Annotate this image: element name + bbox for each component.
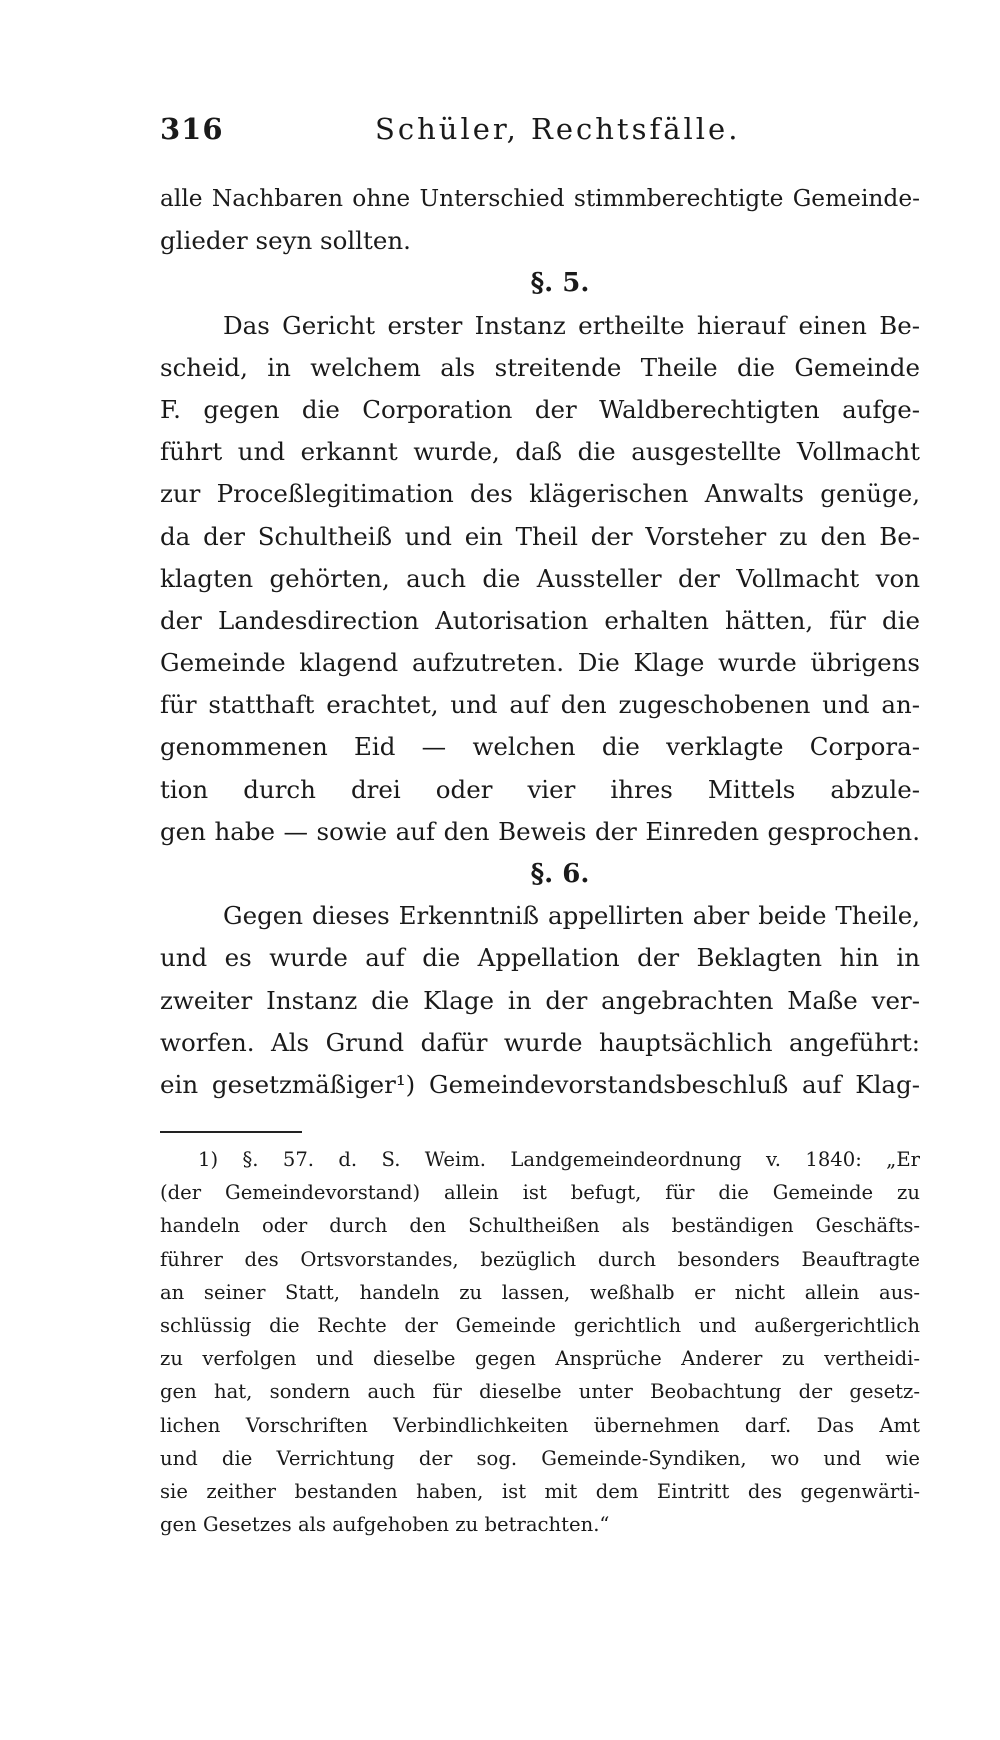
- section-heading: §. 5.: [530, 268, 590, 299]
- footnote-divider: [160, 1131, 302, 1133]
- footnote-line: handeln oder durch den Schultheißen als beständigen Geschäfts-: [160, 1214, 920, 1238]
- footnote-line: gen Gesetzes als aufgehoben zu betrachten.“: [160, 1513, 610, 1537]
- footnote-line: und die Verrichtung der sog. Gemeinde-Syndiken, wo und wie: [160, 1446, 920, 1470]
- text-line: F. gegen die Corporation der Waldberechtigten aufge-: [160, 394, 920, 424]
- text-line: scheid, in welchem als streitende Theile die Gemeinde: [160, 352, 920, 382]
- text-line: gen habe — sowie auf den Beweis der Einreden gesprochen.: [160, 816, 920, 846]
- text-line: Gemeinde klagend aufzutreten. Die Klage wurde übrigens: [160, 648, 920, 678]
- page-number: 316: [160, 112, 224, 146]
- footnote-line: führer des Ortsvorstandes, bezüglich durch besonders Beauftragte: [160, 1247, 920, 1271]
- text-line: für statthaft erachtet, und auf den zugeschobenen und an-: [160, 690, 920, 720]
- footnote-line: 1) §. 57. d. S. Weim. Landgemeindeordnung v. 1840: „Er: [198, 1148, 920, 1171]
- text-line: klagten gehörten, auch die Aussteller der Vollmacht von: [160, 563, 920, 593]
- footnote-block: [160, 1143, 920, 1541]
- footnote-line: schlüssig die Rechte der Gemeinde gerichtlich und außergerichtlich: [160, 1313, 920, 1337]
- text-line: der Landesdirection Autorisation erhalten hätten, für die: [160, 605, 920, 635]
- text-line: da der Schultheiß und ein Theil der Vorsteher zu den Be-: [160, 521, 920, 551]
- text-line: zur Proceßlegitimation des klägerischen Anwalts genüge,: [160, 479, 920, 509]
- text-line: glieder seyn sollten.: [160, 226, 411, 256]
- footnote-line: lichen Vorschriften Verbindlichkeiten übernehmen darf. Das Amt: [160, 1413, 920, 1437]
- text-line: genommenen Eid — welchen die verklagte Corpora-: [160, 732, 920, 762]
- text-line: Gegen dieses Erkenntniß appellirten aber beide Theile,: [223, 901, 920, 931]
- footnote-line: an seiner Statt, handeln zu lassen, weßhalb er nicht allein aus-: [160, 1280, 920, 1304]
- text-line: worfen. Als Grund dafür wurde hauptsächlich angeführt:: [160, 1027, 920, 1057]
- text-line: tion durch drei oder vier ihres Mittels abzule-: [160, 774, 920, 804]
- page-header: [160, 112, 920, 162]
- text-line: zweiter Instanz die Klage in der angebrachten Maße ver-: [160, 985, 920, 1015]
- text-line: ein gesetzmäßiger¹) Gemeindevorstandsbeschluß auf Klag-: [160, 1069, 920, 1099]
- footnote-line: gen hat, sondern auch für dieselbe unter Beobachtung der gesetz-: [160, 1380, 920, 1404]
- footnote-line: sie zeither bestanden haben, ist mit dem Eintritt des gegenwärti-: [160, 1479, 920, 1503]
- running-head: Schüler, Rechtsfälle.: [375, 112, 741, 146]
- text-line: Das Gericht erster Instanz ertheilte hierauf einen Be-: [223, 310, 920, 340]
- text-line: führt und erkannt wurde, daß die ausgestellte Vollmacht: [160, 437, 920, 467]
- text-line: alle Nachbaren ohne Unterschied stimmberechtigte Gemeinde-: [160, 185, 920, 212]
- footnote-line: zu verfolgen und dieselbe gegen Ansprüche Anderer zu vertheidi-: [160, 1347, 920, 1371]
- text-line: und es wurde auf die Appellation der Beklagten hin in: [160, 943, 920, 973]
- footnote-line: (der Gemeindevorstand) allein ist befugt, für die Gemeinde zu: [160, 1181, 920, 1205]
- main-text: [160, 178, 920, 1106]
- section-heading: §. 6.: [530, 859, 590, 889]
